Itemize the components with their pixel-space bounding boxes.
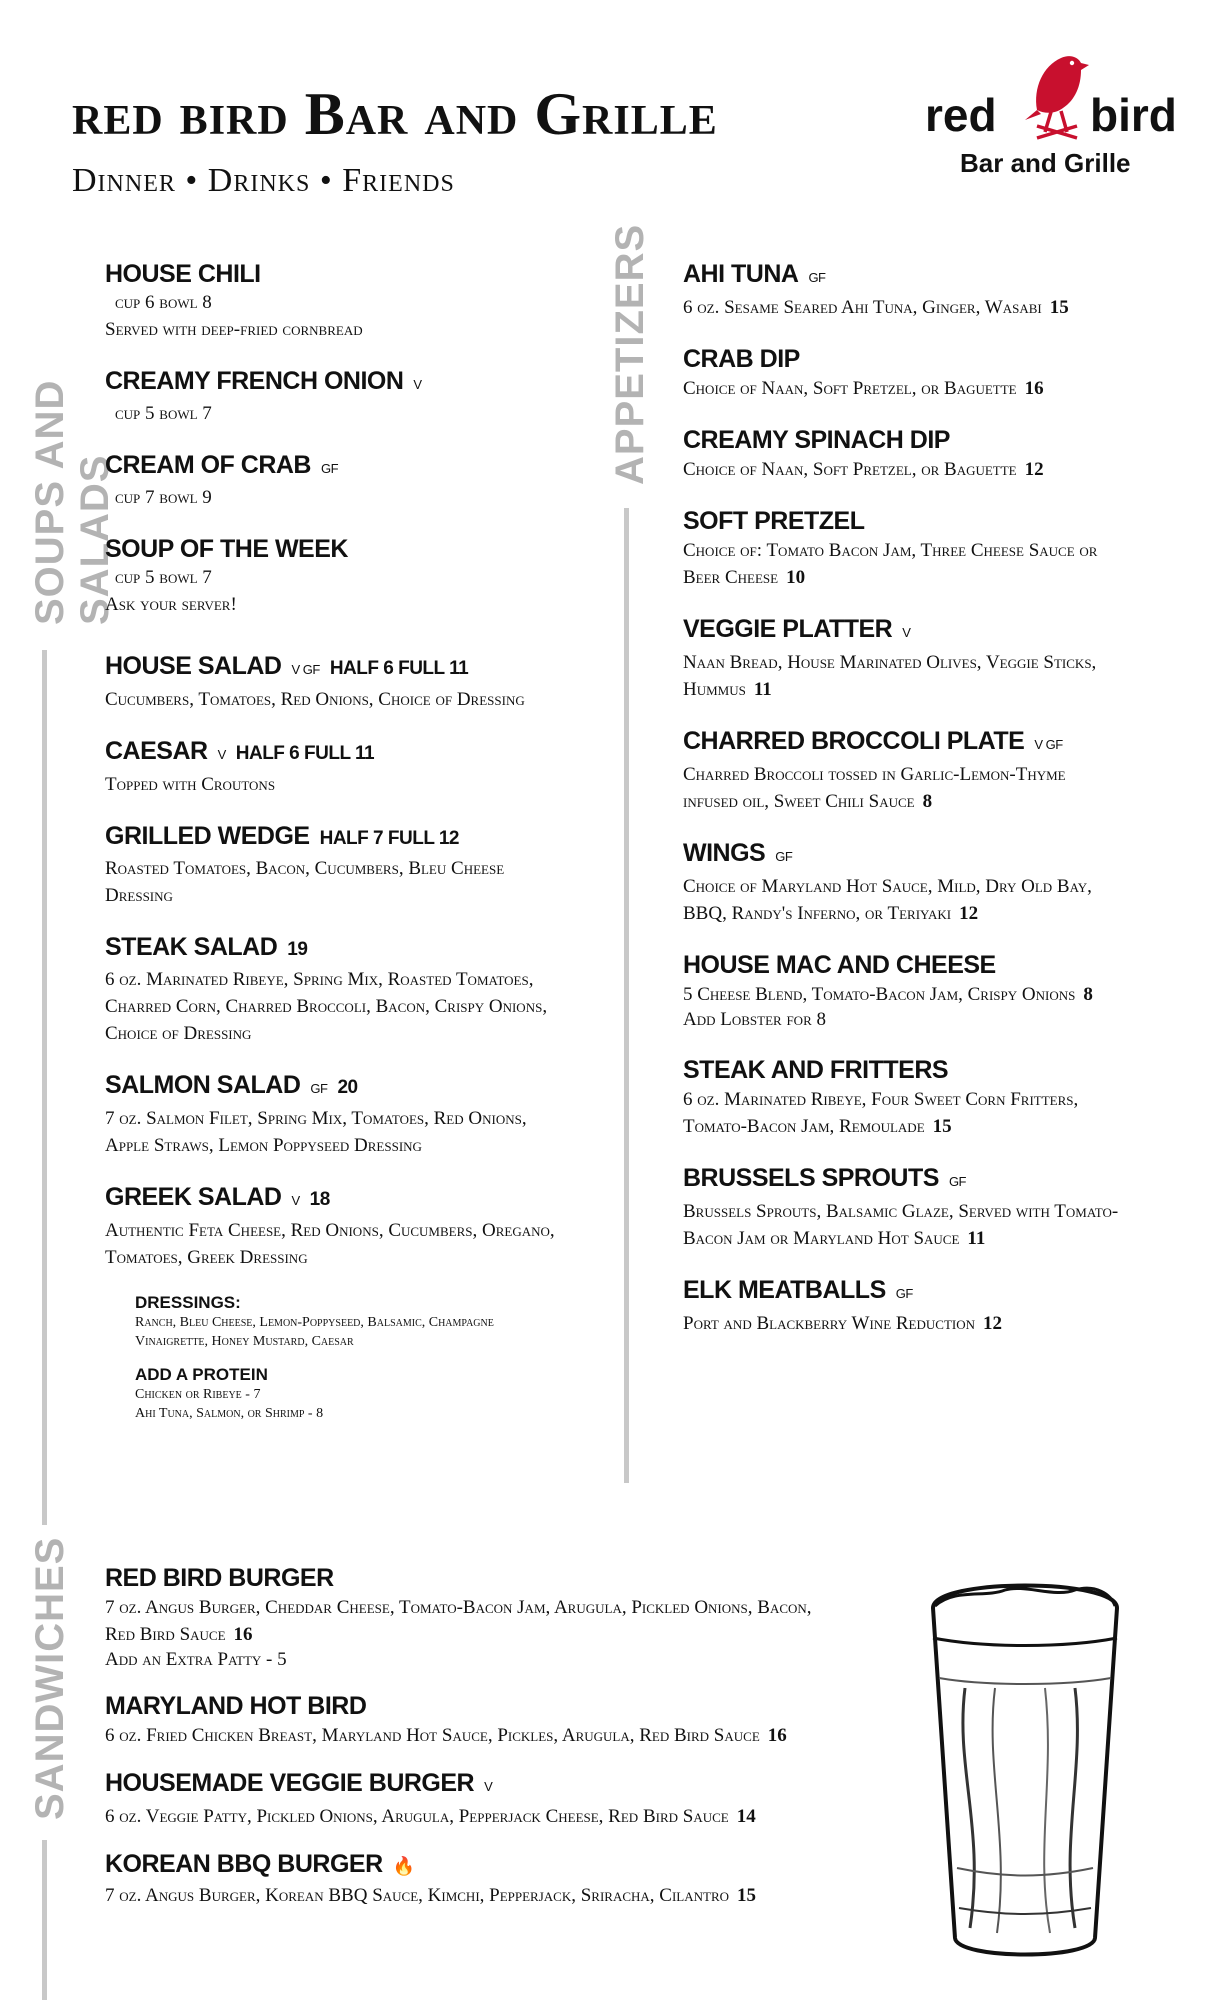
menu-item: HOUSE MAC AND CHEESE 5 Cheese Blend, Tomato-Bacon Jam, Crispy Onions 8 Add Lobster for 8 (683, 951, 1093, 1030)
menu-item: CHARRED BROCCOLI PLATE V GF Charred Broccoli tossed in Garlic-Lemon-Thyme infused oil, Sweet Chili Sauce 8 (683, 727, 1066, 812)
section-label-appetizers: APPETIZERS (608, 223, 652, 485)
dressings-note: DRESSINGS: Ranch, Bleu Cheese, Lemon-Poppyseed, Balsamic, Champagne Vinaigrette, Honey Mustard, Caesar ADD A PROTEIN Chicken or Ribeye - 7 Ahi Tuna, Salmon, or Shrimp - 8 (135, 1293, 494, 1421)
logo-word-bird: bird (1090, 89, 1177, 141)
menu-item: ELK MEATBALLS GF Port and Blackberry Wine Reduction 12 (683, 1276, 1002, 1334)
appetizers-column (683, 258, 1123, 1359)
logo-word-red: red (925, 89, 997, 141)
menu-item: CRAB DIP Choice of Naan, Soft Pretzel, or Baguette 16 (683, 345, 1044, 399)
menu-item: WINGS GF Choice of Maryland Hot Sauce, Mild, Dry Old Bay, BBQ, Randy's Inferno, or Teriyaki 12 (683, 839, 1092, 924)
menu-item: RED BIRD BURGER 7 oz. Angus Burger, Cheddar Cheese, Tomato-Bacon Jam, Arugula, Pickled Onions, Bacon, Red Bird Sauce 16 Add an Extra Patty - 5 (105, 1564, 812, 1670)
fire-icon: 🔥 (392, 1856, 415, 1876)
menu-item: HOUSE SALAD V GF HALF 6 FULL 11 Cucumbers, Tomatoes, Red Onions, Choice of Dressing (105, 652, 525, 710)
menu-item: VEGGIE PLATTER V Naan Bread, House Marinated Olives, Veggie Sticks, Hummus 11 (683, 615, 1097, 700)
section-label-soups: SOUPS AND SALADS (28, 379, 117, 625)
restaurant-subtitle: Dinner • Drinks • Friends (72, 162, 455, 199)
menu-item: GRILLED WEDGE HALF 7 FULL 12 Roasted Tomatoes, Bacon, Cucumbers, Bleu Cheese Dressing (105, 822, 505, 906)
logo-tagline: Bar and Grille (960, 148, 1131, 178)
menu-item: SOUP OF THE WEEK cup 5 bowl 7 Ask your server! (105, 535, 348, 615)
section-label-sandwiches: SANDWICHES (28, 1536, 72, 1820)
menu-item: KOREAN BBQ BURGER 🔥 7 oz. Angus Burger, Korean BBQ Sauce, Kimchi, Pepperjack, Sriracha, Cilantro 15 (105, 1850, 757, 1906)
menu-item: HOUSE CHILI cup 6 bowl 8 Served with deep-fried cornbread (105, 260, 363, 340)
beer-glass-icon (925, 1568, 1125, 1968)
soups-salads-column (105, 258, 555, 1423)
menu-item: SALMON SALAD GF 20 7 oz. Salmon Filet, Spring Mix, Tomatoes, Red Onions, Apple Straws, Lemon Poppyseed Dressing (105, 1071, 527, 1156)
menu-item: BRUSSELS SPROUTS GF Brussels Sprouts, Balsamic Glaze, Served with Tomato-Bacon Jam or Maryland Hot Sauce 11 (683, 1164, 1119, 1249)
logo (915, 48, 1185, 188)
menu-item: SOFT PRETZEL Choice of: Tomato Bacon Jam, Three Cheese Sauce or Beer Cheese 10 (683, 507, 1098, 588)
menu-item: STEAK AND FRITTERS 6 oz. Marinated Ribeye, Four Sweet Corn Fritters, Tomato-Bacon Jam, Remoulade 15 (683, 1056, 1079, 1137)
menu-item: GREEK SALAD V 18 Authentic Feta Cheese, Red Onions, Cucumbers, Oregano, Tomatoes, Greek Dressing (105, 1183, 555, 1268)
menu-item: STEAK SALAD 19 6 oz. Marinated Ribeye, Spring Mix, Roasted Tomatoes, Charred Corn, Charred Broccoli, Bacon, Crispy Onions, Choice of Dressing (105, 933, 548, 1044)
menu-item: CAESAR V HALF 6 FULL 11 Topped with Croutons (105, 737, 375, 795)
section-divider (624, 508, 629, 1483)
restaurant-title: red bird Bar and Grille (72, 81, 718, 147)
section-divider (42, 650, 47, 1525)
section-divider (42, 1840, 47, 2000)
sandwiches-column (105, 1562, 845, 1931)
menu-item: MARYLAND HOT BIRD 6 oz. Fried Chicken Breast, Maryland Hot Sauce, Pickles, Arugula, Red Bird Sauce 16 (105, 1692, 787, 1746)
menu-item: HOUSEMADE VEGGIE BURGER V 6 oz. Veggie Patty, Pickled Onions, Arugula, Pepperjack Cheese, Red Bird Sauce 14 (105, 1769, 756, 1827)
menu-item: CREAM OF CRAB GF cup 7 bowl 9 (105, 451, 339, 508)
menu-item: AHI TUNA GF 6 oz. Sesame Seared Ahi Tuna, Ginger, Wasabi 15 (683, 260, 1069, 318)
menu-item: CREAMY SPINACH DIP Choice of Naan, Soft Pretzel, or Baguette 12 (683, 426, 1044, 480)
menu-item: CREAMY FRENCH ONION V cup 5 bowl 7 (105, 367, 422, 424)
